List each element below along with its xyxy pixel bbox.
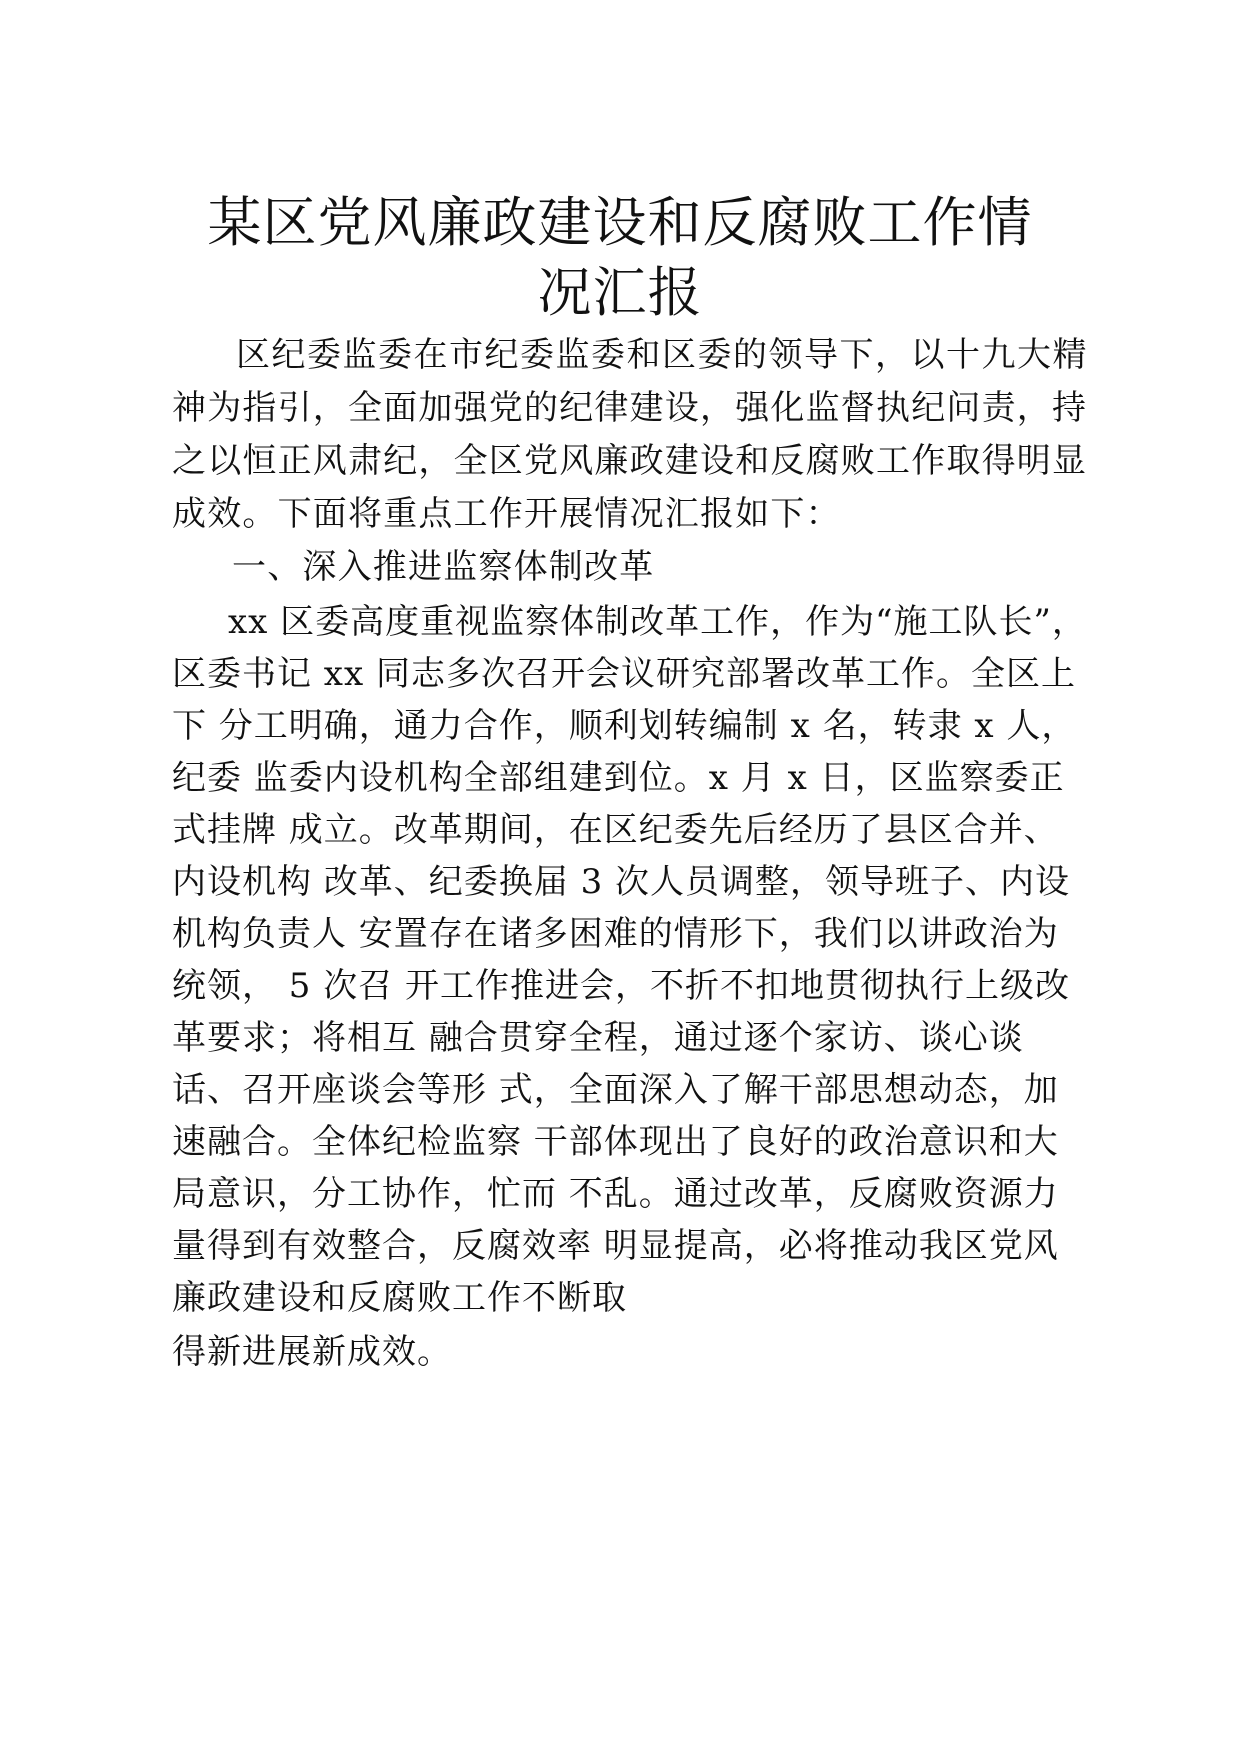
paragraph-line: 速融合。全体纪检监察 干部体现出了良好的政治意识和大: [172, 1122, 1059, 1162]
paragraph-line: 话、召开座谈会等形 式，全面深入了解干部思想动态，加: [172, 1070, 1059, 1110]
paragraph-line: 下 分工明确，通力合作，顺利划转编制 x 名，转隶 x 人，: [172, 706, 1077, 746]
paragraph-line: 成效。下面将重点工作开展情况汇报如下：: [172, 494, 841, 534]
paragraph-line: 之以恒正风肃纪，全区党风廉政建设和反腐败工作取得明显: [172, 441, 1088, 481]
title-line-2: 况汇报: [537, 261, 703, 324]
paragraph-line: 统领， 5 次召 开工作推进会，不折不扣地贯彻执行上级改: [172, 966, 1071, 1006]
document-title: [150, 188, 1090, 328]
paragraph-line: 神为指引，全面加强党的纪律建设，强化监督执纪问责，持: [172, 388, 1088, 428]
section-heading: 一、深入推进监察体制改革: [232, 547, 655, 587]
paragraph-line: 区委书记 xx 同志多次召开会议研究部署改革工作。全区上: [172, 654, 1076, 694]
paragraph-line: 廉政建设和反腐败工作不断取: [172, 1278, 627, 1318]
paragraph-line: xx 区委高度重视监察体制改革工作，作为“施工队长”，: [228, 602, 1087, 642]
paragraph-line: 纪委 监委内设机构全部组建到位。x 月 x 日，区监察委正: [172, 758, 1065, 798]
paragraph-line: 机构负责人 安置存在诸多困难的情形下，我们以讲政治为: [172, 914, 1059, 954]
paragraph-line: 量得到有效整合，反腐效率 明显提高，必将推动我区党风: [172, 1226, 1059, 1266]
paragraph-line: 得新进展新成效。: [172, 1332, 452, 1372]
title-line-1: 某区党风廉政建设和反腐败工作情: [207, 191, 1033, 254]
paragraph-line: 革要求；将相互 融合贯穿全程，通过逐个家访、谈心谈: [172, 1018, 1024, 1058]
paragraph-line: 内设机构 改革、纪委换届 3 次人员调整，领导班子、内设: [172, 862, 1071, 902]
paragraph-line: 区纪委监委在市纪委监委和区委的领导下，以十九大精: [236, 335, 1088, 375]
paragraph-line: 式挂牌 成立。改革期间，在区纪委先后经历了县区合并、: [172, 810, 1059, 850]
paragraph-line: 局意识，分工协作，忙而 不乱。通过改革，反腐败资源力: [172, 1174, 1059, 1214]
